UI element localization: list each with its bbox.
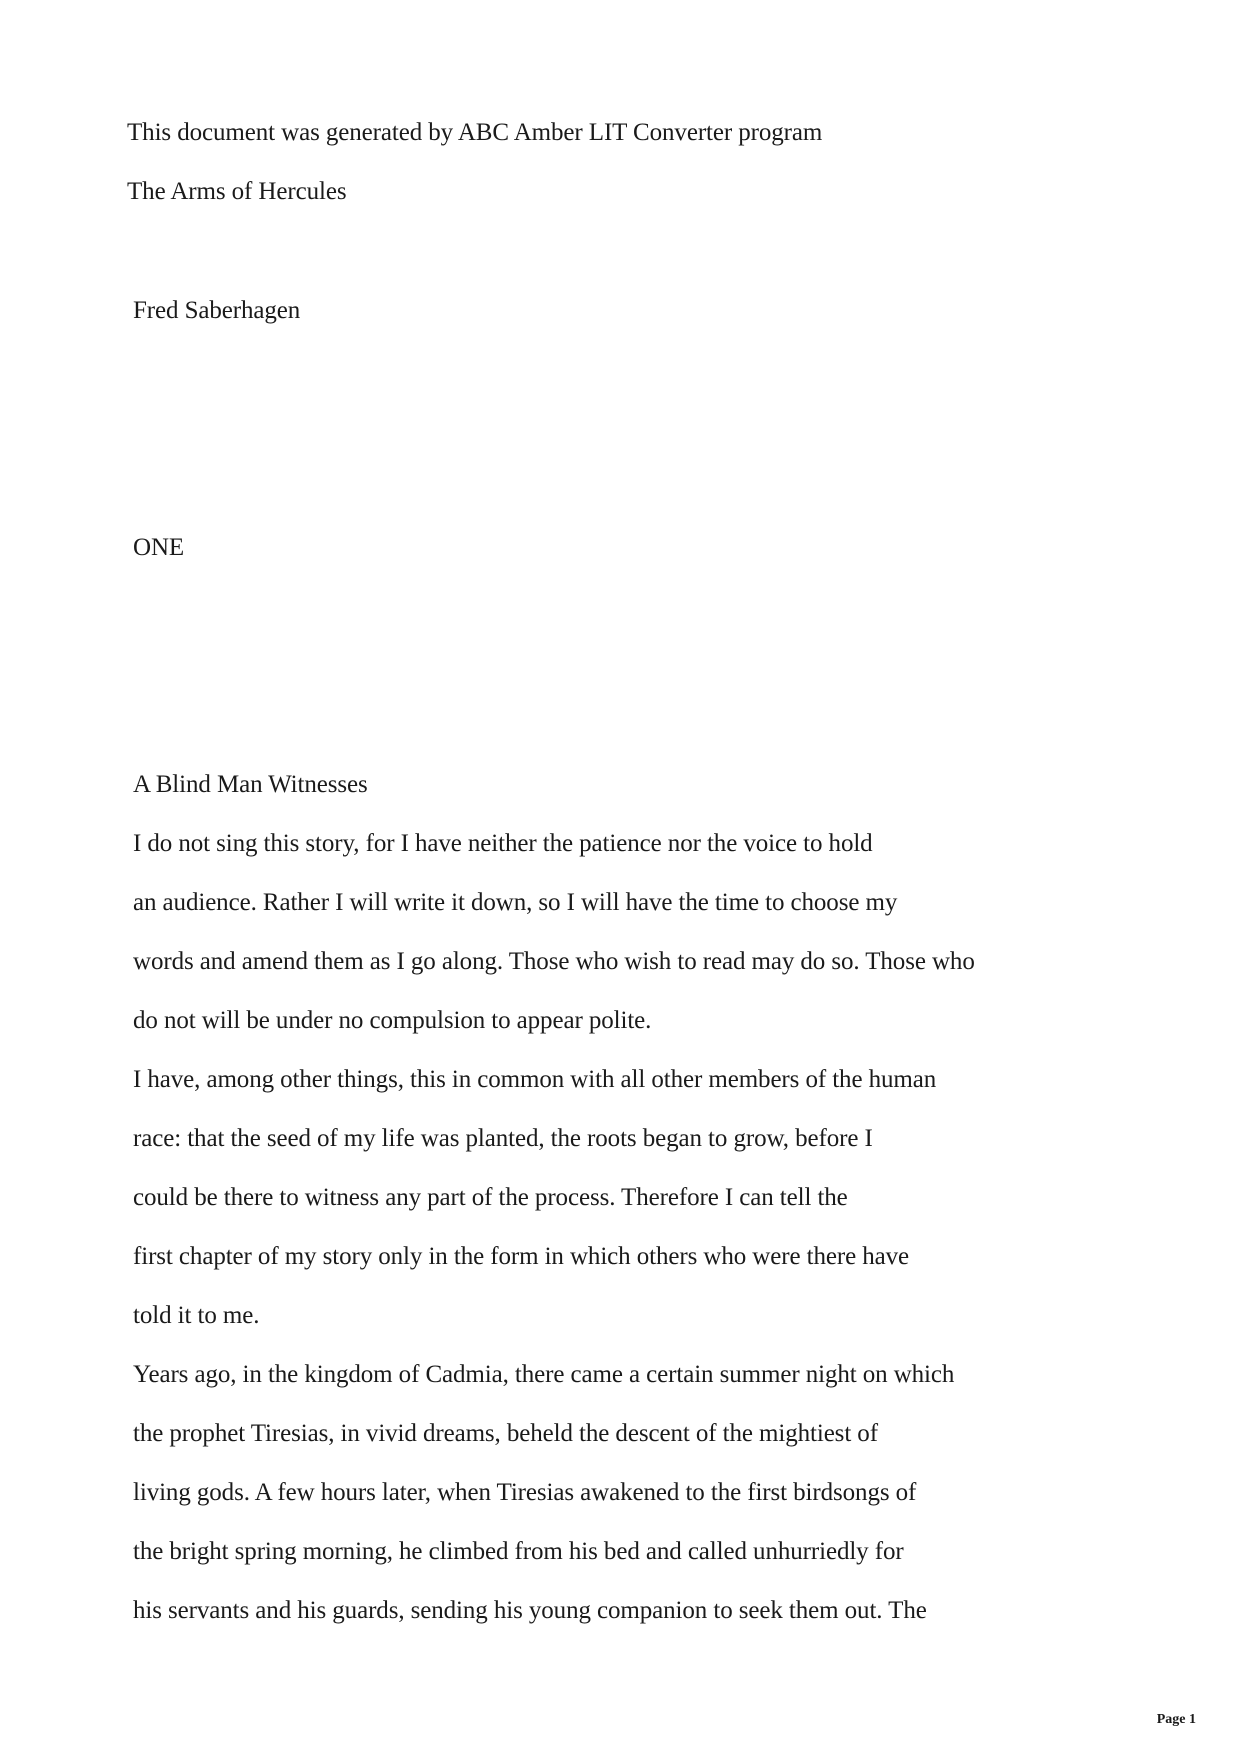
body-line: do not will be under no compulsion to appear polite. xyxy=(133,1007,652,1034)
body-line: I do not sing this story, for I have neither the patience nor the voice to hold xyxy=(133,830,873,857)
chapter-title: A Blind Man Witnesses xyxy=(133,771,368,798)
author-name: Fred Saberhagen xyxy=(133,297,301,324)
page-number: Page 1 xyxy=(1156,1712,1196,1727)
body-line: Years ago, in the kingdom of Cadmia, there came a certain summer night on which xyxy=(133,1361,955,1388)
body-line: race: that the seed of my life was planted, the roots began to grow, before I xyxy=(133,1125,873,1152)
body-line: first chapter of my story only in the form in which others who were there have xyxy=(133,1243,910,1270)
body-line: the bright spring morning, he climbed from his bed and called unhurriedly for xyxy=(133,1538,904,1565)
body-line: living gods. A few hours later, when Tiresias awakened to the first birdsongs of xyxy=(133,1479,917,1506)
body-line: told it to me. xyxy=(133,1302,260,1329)
body-line: words and amend them as I go along. Those who wish to read may do so. Those who xyxy=(133,948,975,975)
generator-note: This document was generated by ABC Amber LIT Converter program xyxy=(127,119,823,146)
body-line: the prophet Tiresias, in vivid dreams, beheld the descent of the mightiest of xyxy=(133,1420,878,1447)
body-line: I have, among other things, this in common with all other members of the human xyxy=(133,1066,937,1093)
body-line: his servants and his guards, sending his young companion to seek them out. The xyxy=(133,1597,927,1624)
body-line: an audience. Rather I will write it down, so I will have the time to choose my xyxy=(133,889,898,916)
chapter-number: ONE xyxy=(133,534,185,561)
body-line: could be there to witness any part of the process. Therefore I can tell the xyxy=(133,1184,848,1211)
book-title: The Arms of Hercules xyxy=(127,178,347,205)
